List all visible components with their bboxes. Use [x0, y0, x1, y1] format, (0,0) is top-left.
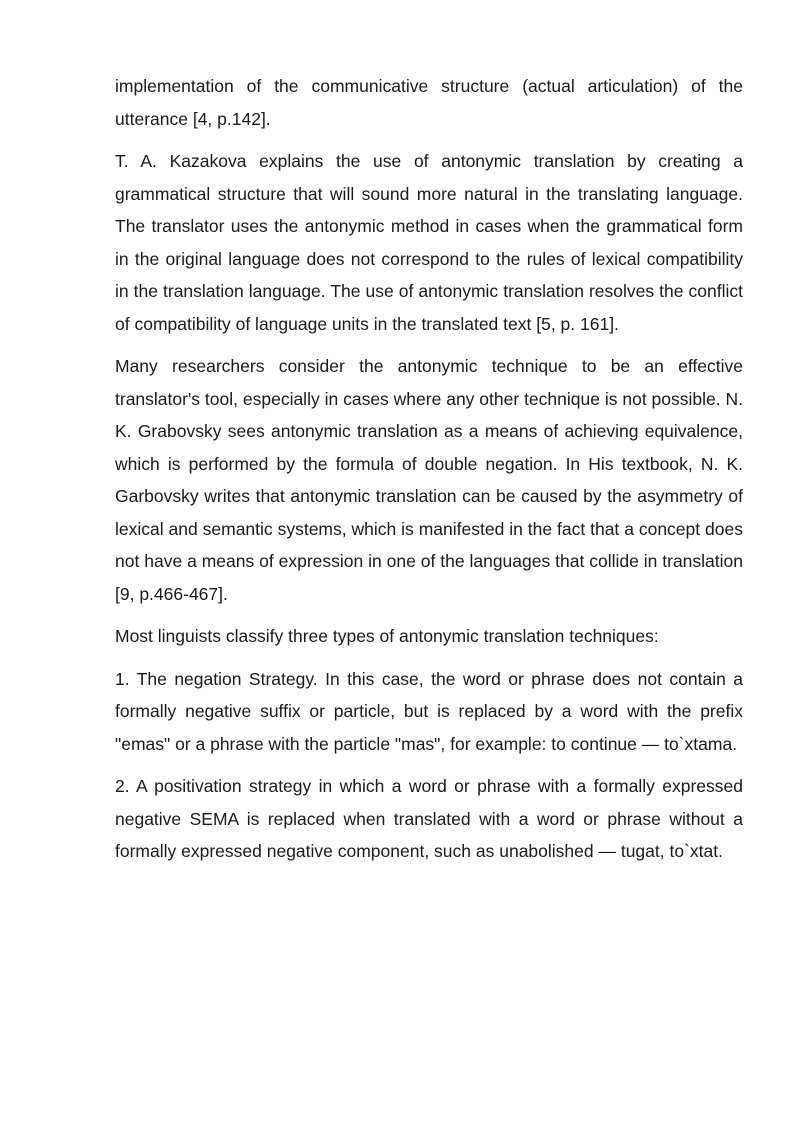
document-page	[115, 70, 743, 878]
paragraph-kazakova: T. A. Kazakova explains the use of antonymic translation by creating a grammatical structure that will sound more natural in the translating language. The translator uses the antonymic method in cases when the grammatical form in the original language does not correspond to the rules of lexical compatibility in the translation language. The use of antonymic translation resolves the conflict of compatibility of language units in the translated text [5, p. 161].	[115, 151, 743, 334]
paragraph-researchers: Many researchers consider the antonymic technique to be an effective translator's tool, especially in cases where any other technique is not possible. N. K. Grabovsky sees antonymic translation as a means of achieving equivalence, which is performed by the formula of double negation. In His textbook, N. K. Garbovsky writes that antonymic translation can be caused by the asymmetry of lexical and semantic systems, which is manifested in the fact that a concept does not have a means of expression in one of the languages that collide in translation [9, p.466-467].	[115, 356, 743, 604]
paragraph-negation-strategy: 1. The negation Strategy. In this case, the word or phrase does not contain a formally negative suffix or particle, but is replaced by a word with the prefix "emas" or a phrase with the particle "mas", for example: to continue — to`xtama.	[115, 668, 743, 754]
paragraph-continuation: implementation of the communicative structure (actual articulation) of the utterance [4, p.142].	[115, 76, 743, 129]
paragraph-classification-intro: Most linguists classify three types of antonymic translation techniques:	[115, 626, 659, 646]
paragraph-positivation-strategy: 2. A positivation strategy in which a word or phrase with a formally expressed negative SEMA is replaced when translated with a word or phrase without a formally expressed negative component, such as unabolished — tugat, to`xtat.	[115, 776, 743, 861]
